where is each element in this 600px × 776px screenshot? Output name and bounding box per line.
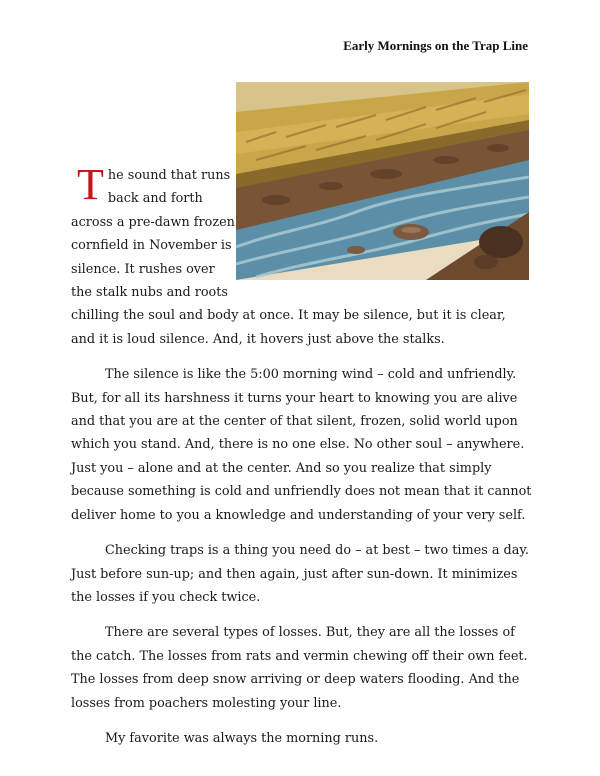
paragraph-2: The silence is like the 5:00 morning wind – cold and unfriendly. But, for all its harshness it turns your heart to knowing you are alive and that you are at the center of that silent, frozen, solid world upon which you stand. And, there is no one else. No other soul – anywhere. Just you – alone and at the center. And so you realize that simply because something is cold and unfriendly does not mean that it cannot deliver home to you a knowledge and understanding of your very self. <box>71 367 532 523</box>
paragraph-4: There are several types of losses. But, they are all the losses of the catch. The losses from rats and vermin chewing off their own feet. The losses from deep snow arriving or deep waters flooding. And the losses from poachers molesting your line. <box>71 625 528 711</box>
page-header-title: Early Mornings on the Trap Line <box>343 38 528 53</box>
paragraph-1-text: he sound that runs back and forth across a pre-dawn frozen cornfield in November is silence. It rushes over the stalk nubs and roots chilling the soul and body at once. It may be silence, but it is clear, and it is loud silence. And, it hovers just above the stalks. <box>71 168 506 347</box>
drop-cap: T <box>77 160 104 209</box>
paragraph-3: Checking traps is a thing you need do – at best – two times a day. Just before sun-up; and then again, just after sun-down. It minimizes the losses if you check twice. <box>71 543 529 605</box>
paragraph-5: My favorite was always the morning runs. <box>105 730 379 746</box>
article-body <box>71 160 533 762</box>
illustration-spacer <box>243 164 533 282</box>
